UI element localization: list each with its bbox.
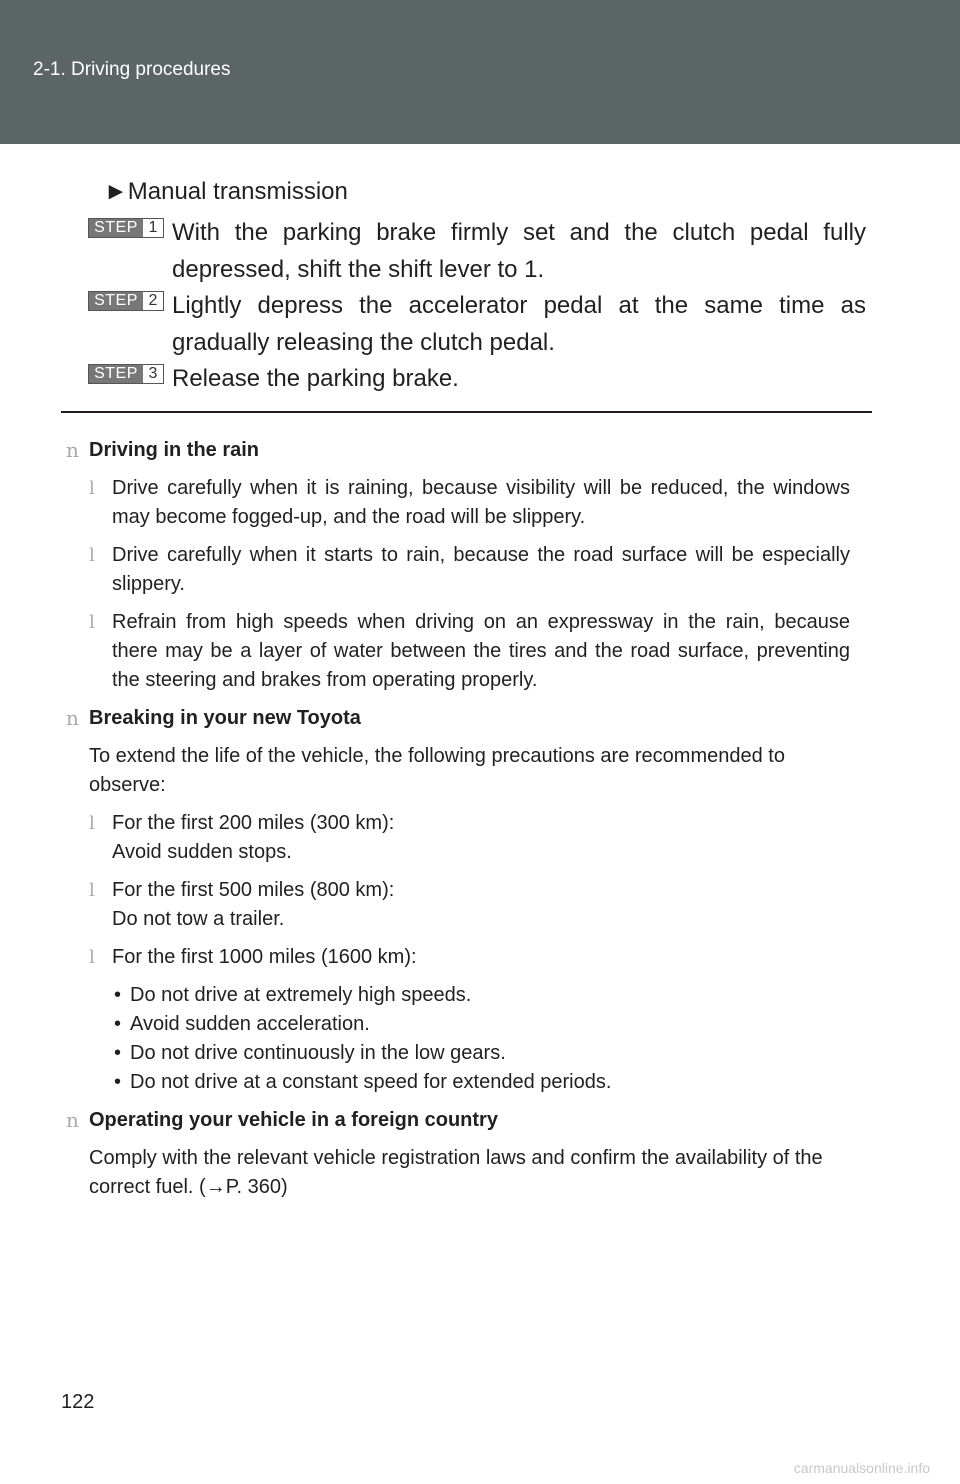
list-item: l Refrain from high speeds when driving on an expressway in the rain, because there may be a layer of water between the tires and the road surface, preventing the steering and brakes from operating properly.	[89, 608, 850, 695]
list-item: l For the first 200 miles (300 km): Avoid sudden stops.	[89, 809, 850, 867]
note-marker-icon: n	[66, 706, 79, 730]
bullet-icon: l	[89, 880, 95, 901]
notes-section	[66, 436, 850, 1211]
page-number: 122	[61, 1391, 95, 1413]
step-badge: STEP 1	[88, 218, 164, 238]
sub-list-item: • Do not drive at a constant speed for extended periods.	[112, 1068, 850, 1097]
breakin-intro: To extend the life of the vehicle, the following precautions are recommended to observe:	[89, 745, 785, 796]
page-header	[0, 0, 960, 144]
step-text: Release the parking brake.	[172, 365, 459, 392]
divider	[61, 411, 872, 413]
triangle-marker-icon: ►	[104, 178, 128, 205]
foreign-text: Comply with the relevant vehicle registration laws and confirm the availability of the correct fuel. (→P. 360)	[89, 1147, 823, 1198]
step-text: With the parking brake firmly set and the clutch pedal fully depressed, shift the shift lever to 1.	[172, 219, 866, 283]
sub-list-item: • Avoid sudden acceleration.	[112, 1010, 850, 1039]
section-title: 2-1. Driving procedures	[33, 59, 231, 80]
bullet-icon: l	[89, 545, 95, 566]
bullet-icon: l	[89, 612, 95, 633]
step-badge: STEP 3	[88, 364, 164, 384]
bullet-icon: l	[89, 947, 95, 968]
sub-list-item: • Do not drive continuously in the low gears.	[112, 1039, 850, 1068]
sub-list-item: • Do not drive at extremely high speeds.	[112, 981, 850, 1010]
note-title-rain: n Driving in the rain	[66, 436, 850, 465]
list-item: l Drive carefully when it starts to rain, because the road surface will be especially slippery.	[89, 541, 850, 599]
sub-list	[112, 981, 850, 1097]
bullet-icon: l	[89, 813, 95, 834]
manual-transmission-heading	[104, 178, 348, 206]
list-item: l Drive carefully when it is raining, because visibility will be reduced, the windows may become fogged-up, and the road will be slippery.	[89, 474, 850, 532]
step-text: Lightly depress the accelerator pedal at the same time as gradually releasing the clutch pedal.	[172, 292, 866, 356]
watermark: carmanualsonline.info	[793, 1460, 930, 1476]
note-marker-icon: n	[66, 1108, 79, 1132]
note-marker-icon: n	[66, 438, 79, 462]
note-title-foreign: n Operating your vehicle in a foreign country	[66, 1106, 850, 1135]
list-item: l For the first 500 miles (800 km): Do not tow a trailer.	[89, 876, 850, 934]
note-title-breakin: n Breaking in your new Toyota	[66, 704, 850, 733]
bullet-icon: l	[89, 478, 95, 499]
step-badge: STEP 2	[88, 291, 164, 311]
list-item: l For the first 1000 miles (1600 km):	[89, 943, 850, 972]
heading-text: Manual transmission	[127, 178, 348, 205]
